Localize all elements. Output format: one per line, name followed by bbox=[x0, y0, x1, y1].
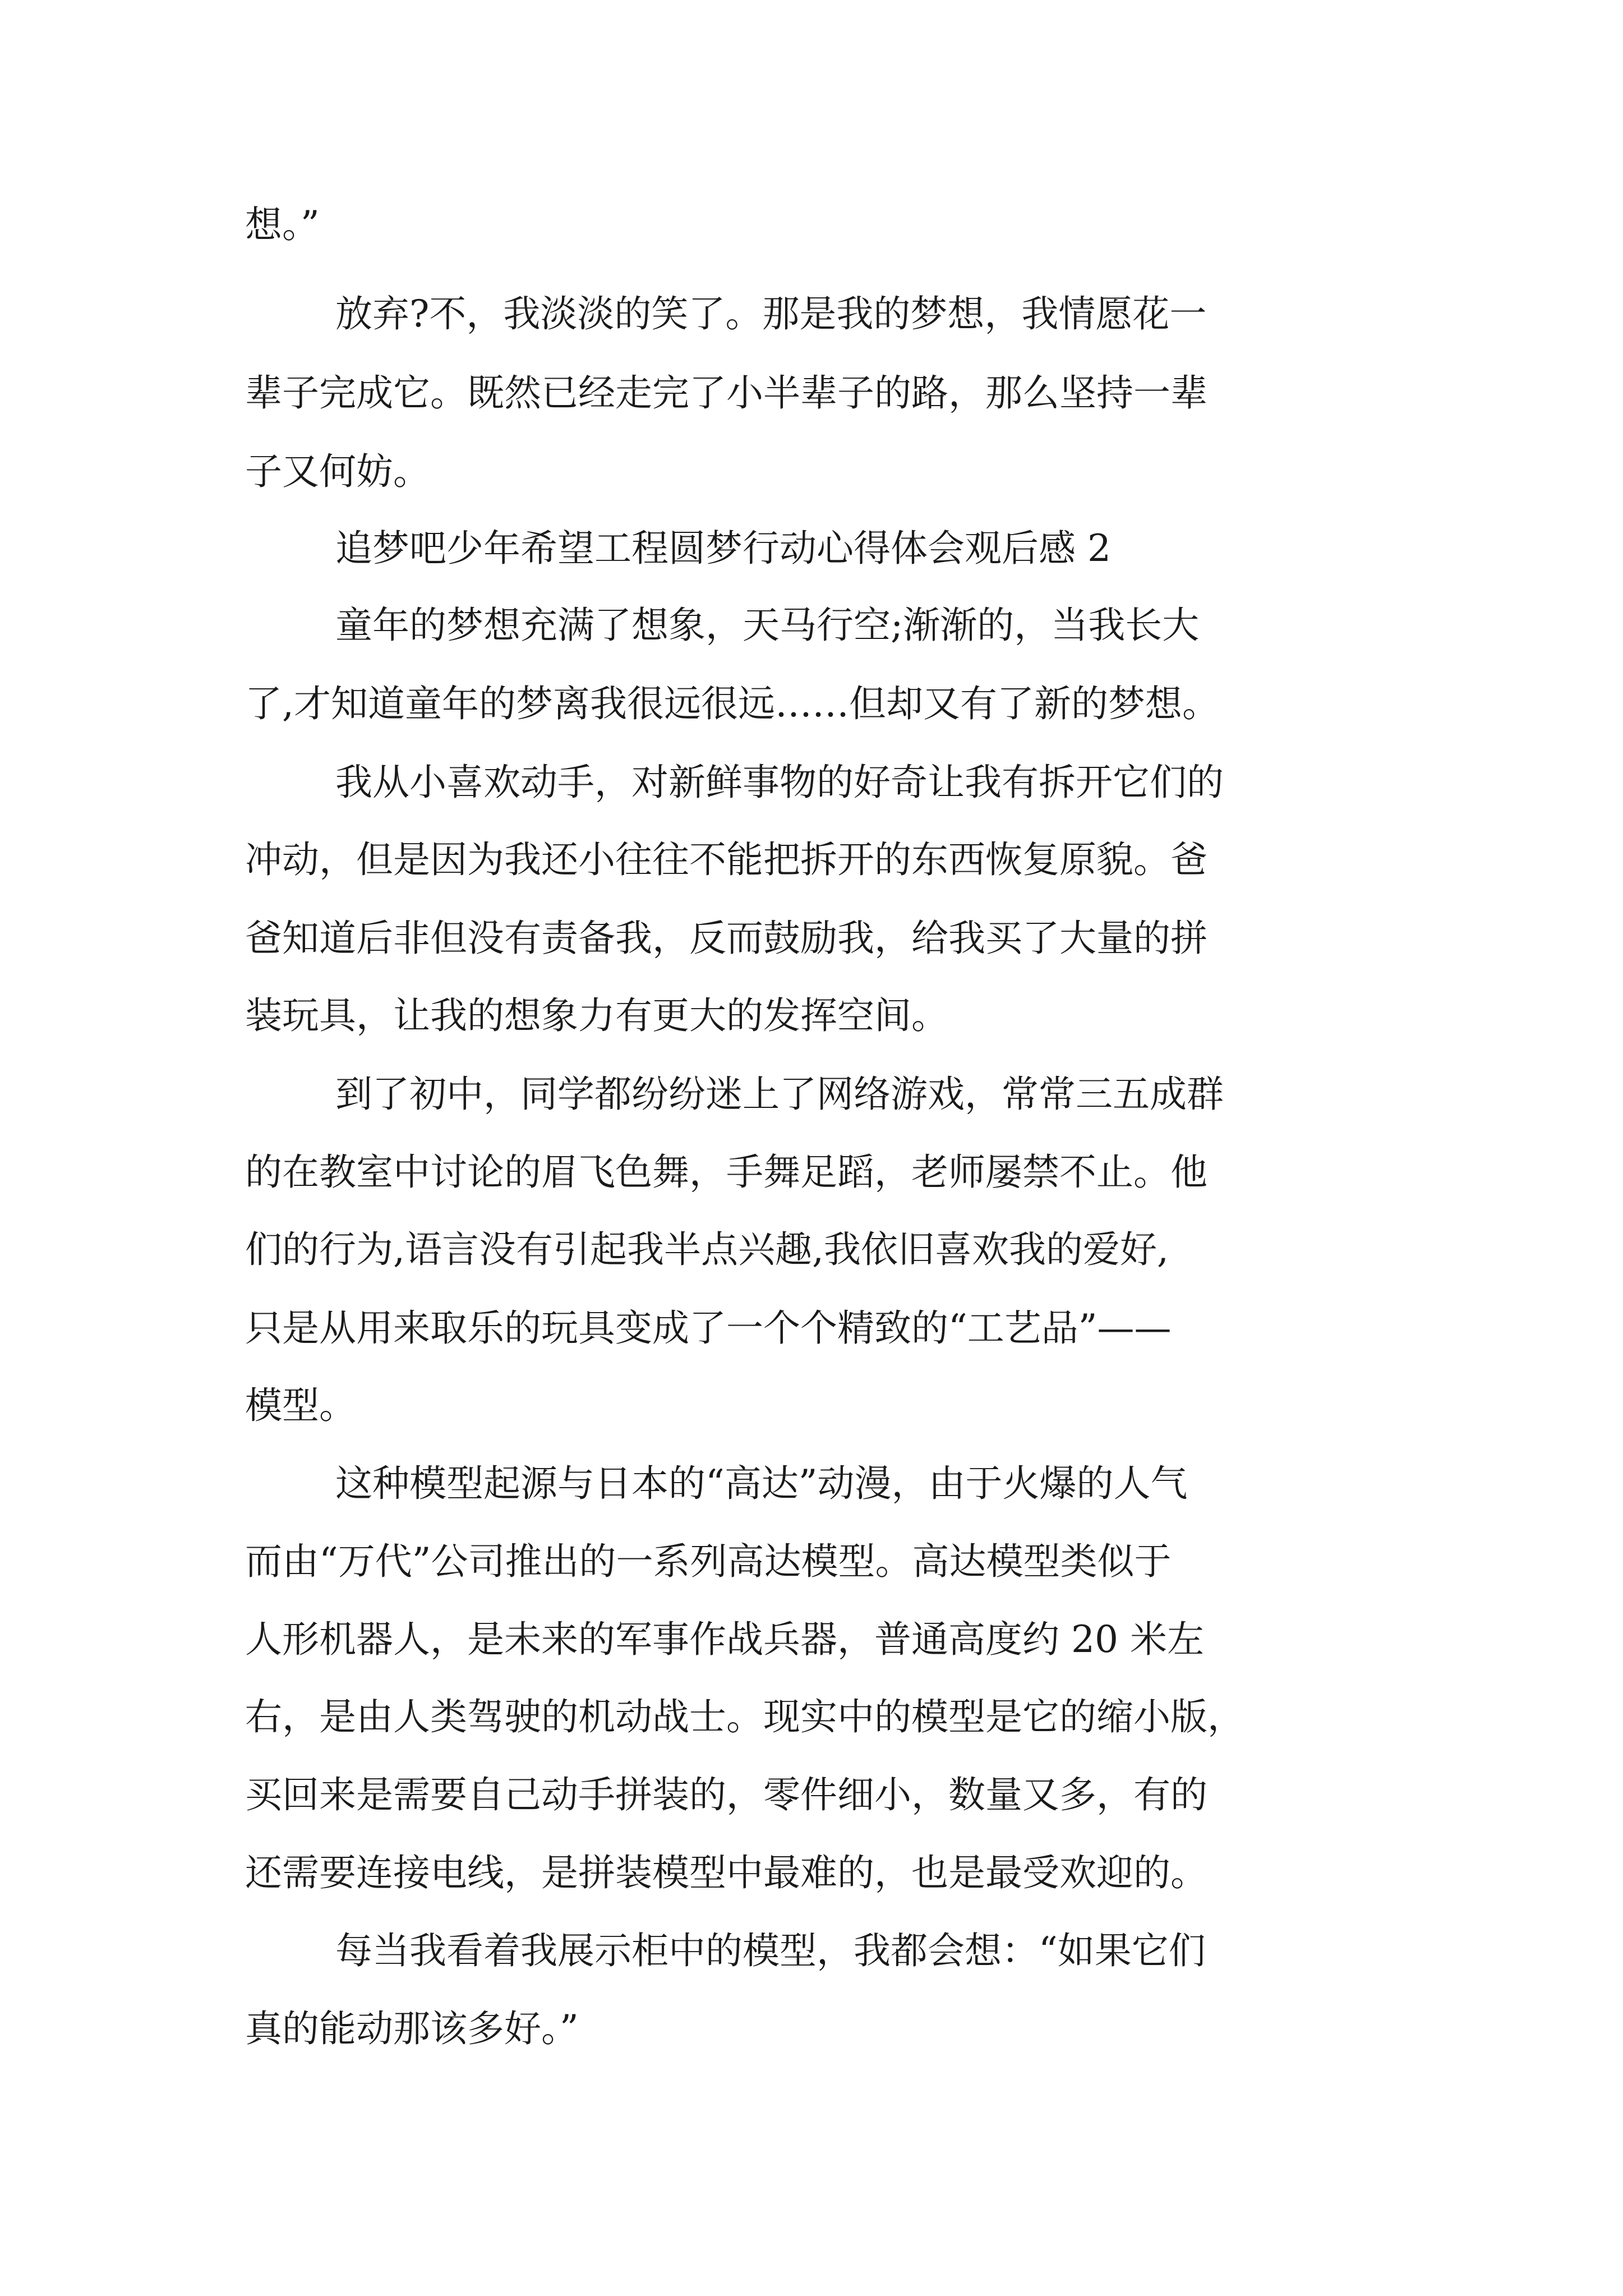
text-line: 的在教室中讨论的眉飞色舞，手舞足蹈，老师屡禁不止。他 bbox=[245, 1151, 1207, 1194]
text-line: 爸知道后非但没有责备我，反而鼓励我，给我买了大量的拼 bbox=[245, 917, 1207, 960]
text-line: 放弃?不，我淡淡的笑了。那是我的梦想，我情愿花一 bbox=[335, 292, 1207, 335]
text-line: 辈子完成它。既然已经走完了小半辈子的路，那么坚持一辈 bbox=[245, 371, 1207, 415]
text-line: 装玩具，让我的想象力有更大的发挥空间。 bbox=[245, 994, 948, 1037]
text-line: 我从小喜欢动手，对新鲜事物的好奇让我有拆开它们的 bbox=[335, 761, 1224, 804]
text-line: 还需要连接电线，是拼装模型中最难的，也是最受欢迎的。 bbox=[245, 1851, 1207, 1894]
text-line: 每当我看着我展示柜中的模型，我都会想：“如果它们 bbox=[335, 1929, 1206, 1972]
text-line: 而由“万代”公司推出的一系列高达模型。高达模型类似于 bbox=[245, 1540, 1172, 1583]
text-line: 想。” bbox=[245, 203, 320, 246]
text-line: 童年的梦想充满了想象，天马行空;渐渐的，当我长大 bbox=[335, 604, 1200, 647]
text-line: 模型。 bbox=[245, 1384, 356, 1427]
text-line: 们的行为,语言没有引起我半点兴趣,我依旧喜欢我的爱好, bbox=[245, 1228, 1169, 1271]
text-line: 真的能动那该多好。” bbox=[245, 2007, 579, 2050]
text-line: 子又何妨。 bbox=[245, 450, 430, 493]
text-line: 到了初中，同学都纷纷迷上了网络游戏，常常三五成群 bbox=[335, 1073, 1224, 1116]
text-line: 人形机器人，是未来的军事作战兵器，普通高度约 20 米左 bbox=[245, 1618, 1204, 1661]
text-line: 买回来是需要自己动手拼装的，零件细小，数量又多，有的 bbox=[245, 1773, 1207, 1816]
text-line: 右，是由人类驾驶的机动战士。现实中的模型是它的缩小版， bbox=[245, 1695, 1244, 1738]
text-line: 冲动，但是因为我还小往往不能把拆开的东西恢复原貌。爸 bbox=[245, 838, 1207, 881]
text-line: 了,才知道童年的梦离我很远很远……但却又有了新的梦想。 bbox=[245, 682, 1219, 725]
text-line: 这种模型起源与日本的“高达”动漫，由于火爆的人气 bbox=[335, 1462, 1188, 1505]
text-line: 只是从用来取乐的玩具变成了一个个精致的“工艺品”—— bbox=[245, 1306, 1172, 1350]
section-heading: 追梦吧少年希望工程圆梦行动心得体会观后感 2 bbox=[335, 527, 1111, 570]
